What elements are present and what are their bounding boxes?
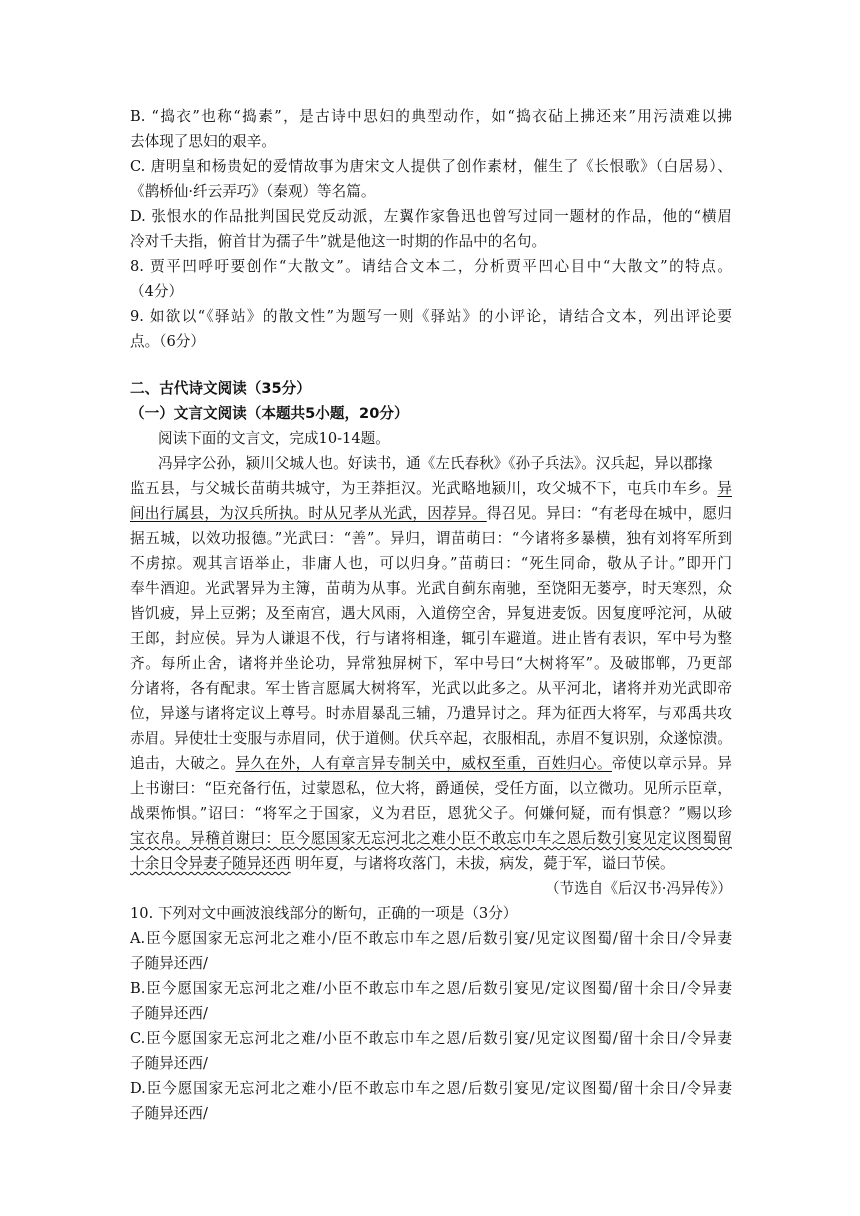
question-9-line-1: 9. 如欲以“《驿站》的散文性”为题写一则《驿站》的小评论，请结合文本，列出评论要 [130,308,732,325]
option-b-line-1: B. “捣衣”也称“捣素”，是古诗中思妇的典型动作，如“捣衣砧上拂还来”用污渍难以拂 [130,108,732,125]
passage-line-17-end: 明年夏，与诸将攻落门，未拔，病发，薨于军，谥曰节侯。 [290,855,675,872]
section-heading: 二、古代诗文阅读（35分） [130,380,311,397]
passage-line-2-text: 监五县，与父城长苗萌共城守，为王莽拒汉。光武略地颍川，攻父城不下，屯兵巾车乡。 [130,480,718,497]
passage-line-10: 分诸将，各有配隶。军士皆言愿属大树将军，光武以此多之。从平河北，诸将并劝光武即帝 [130,680,732,697]
choice-a-line-2: 子随异还西/ [130,955,208,972]
wavy-underlined-passage-2: 十余日令异妻子随异还西 [130,855,291,872]
passage-source: （节选自《后汉书·冯异传》） [544,880,732,897]
question-10: 10. 下列对文中画波浪线部分的断句，正确的一项是（3分） [130,905,518,922]
passage-line-3 [130,502,732,526]
option-c-line-2: 《鹊桥仙·纤云弄巧》（秦观）等名篇。 [130,183,376,200]
passage-line-13-end: 帝使以章示异。异 [611,755,732,772]
passage-line-13 [130,752,732,776]
question-8-line-2: （4分） [130,283,184,300]
option-d-line-2: 冷对千夫指，俯首甘为孺子牛”就是他这一时期的作品中的名句。 [130,233,547,250]
reading-instruction: 阅读下面的文言文，完成10-14题。 [158,430,390,447]
choice-b-line-1: B.臣今愿国家无忘河北之难/小臣不敢忘巾车之恩/后数引宴见/定议图蜀/留十余日/令异妻 [130,980,732,997]
option-d-line-1: D. 张恨水的作品批判国民党反动派，左翼作家鲁迅也曾写过同一题材的作品，他的“横眉 [130,208,732,225]
passage-line-14: 上书谢曰：“臣充备行伍，过蒙恩私，位大将，爵通侯，受任方面，以立微功。见所示臣章， [130,780,732,797]
passage-line-17 [130,852,732,876]
passage-line-9: 齐。每所止舍，诸将并坐论功，异常独屏树下，军中号曰“大树将军”。及破邯郸，乃更部 [130,655,732,672]
choice-c-line-1: C.臣今愿国家无忘河北之难/小臣不敢忘巾车之恩/后数引宴/见定议图蜀/留十余日/令异妻 [130,1030,732,1047]
passage-line-5: 不虏掠。观其言语举止，非庸人也，可以归身。”苗萌曰：“死生同命，敬从子计。”即开门 [130,555,732,572]
choice-a-line-1: A.臣今愿国家无忘河北之难小/臣不敢忘巾车之恩/后数引宴/见定议图蜀/留十余日/令异妻 [130,930,732,947]
underlined-sentence-1-start: 异 [717,480,732,497]
choice-c-line-2: 子随异还西/ [130,1055,208,1072]
option-c-line-1: C. 唐明皇和杨贵妃的爱情故事为唐宋文人提供了创作素材，催生了《长恨歌》（白居易）、 [130,158,732,175]
underlined-sentence-1: 间出行属县，为汉兵所执。时从兄孝从光武，因荐异。 [130,505,487,522]
question-8-line-1: 8. 贾平凹呼吁要创作“大散文”。请结合文本二，分析贾平凹心目中“大散文”的特点。 [130,258,732,275]
wavy-underlined-passage-1: 宝衣帛。异稽首谢曰：臣今愿国家无忘河北之难小臣不敢忘巾车之恩后数引宴见定议图蜀留 [130,830,732,847]
passage-line-1: 冯异字公孙，颍川父城人也。好读书，通《左氏春秋》《孙子兵法》。汉兵起，异以郡掾 [158,455,713,472]
option-b-line-2: 去体现了思妇的艰辛。 [130,133,276,150]
passage-line-6: 奉牛酒迎。光武署异为主簿，苗萌为从事。光武自蓟东南驰，至饶阳无蒌亭，时天寒烈，众 [130,580,732,597]
choice-b-line-2: 子随异还西/ [130,1005,208,1022]
passage-line-7: 皆饥疲，异上豆粥；及至南宫，遇大风雨，入道傍空舍，异复进麦饭。因复度呼沱河，从破 [130,605,732,622]
choice-d-line-2: 子随异还西/ [130,1105,208,1122]
subsection-heading: （一）文言文阅读（本题共5小题，20分） [130,405,409,422]
passage-line-3-text: 得召见。异曰：“有老母在城中，愿归 [486,505,732,522]
question-9-line-2: 点。（6分） [130,333,205,350]
underlined-sentence-2: 异久在外，人有章言异专制关中，威权至重，百姓归心。 [235,755,612,772]
passage-line-12: 赤眉。异使壮士变服与赤眉同，伏于道侧。伏兵卒起，衣服相乱，赤眉不复识别，众遂惊溃。 [130,730,732,747]
passage-line-8: 王郎，封应侯。异为人谦退不伐，行与诸将相逢，辄引车避道。进止皆有表识，军中号为整 [130,630,732,647]
passage-line-15: 战栗怖惧。”诏曰：“将军之于国家，义为君臣，恩犹父子。何嫌何疑，而有惧意？”赐以珍 [130,805,732,822]
passage-line-4: 据五城，以效功报德。”光武曰：“善”。异归，谓苗萌曰：“今诸将多暴横，独有刘将军所到 [130,530,732,547]
choice-d-line-1: D.臣今愿国家无忘河北之难小/臣不敢忘巾车之恩/后数引宴见/定议图蜀/留十余日/令异妻 [130,1080,732,1097]
passage-line-2 [130,477,732,501]
passage-line-11: 位，异遂与诸将定议上尊号。时赤眉暴乱三辅，乃遣异讨之。拜为征西大将军，与邓禹共攻 [130,705,732,722]
passage-line-13-start: 追击，大破之。 [130,755,236,772]
